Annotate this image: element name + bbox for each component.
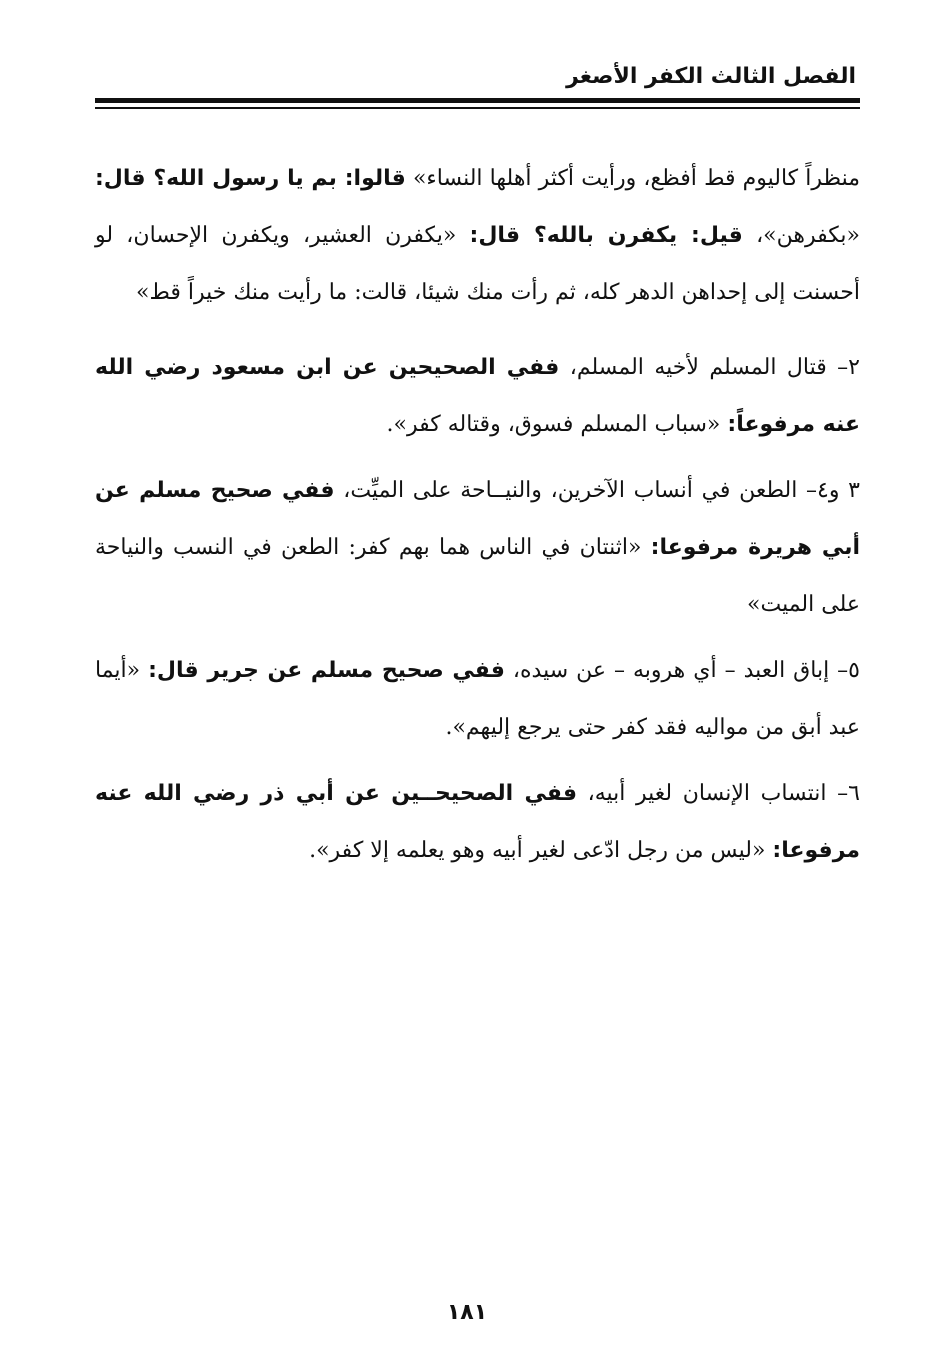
text-segment-bold: ففي صحيح مسلم عن أبي هريرة مرفوعا:	[95, 478, 860, 560]
text-segment: «يكفرن العشير، ويكفرن الإحسان، لو أحسنت إلى إحداهن الدهر كله، ثم رأت منك شيئا، قالت: ما رأيت منك خيراً قط»	[95, 223, 860, 305]
text-segment: «سباب المسلم فسوق، وقتاله كفر».	[386, 412, 728, 437]
header-rule-thin	[95, 107, 860, 109]
paragraph-item-6	[95, 765, 860, 879]
paragraph-item-2	[95, 339, 860, 453]
text-segment: منظراً كاليوم قط أفظع، ورأيت أكثر أهلها النساء»	[405, 166, 860, 191]
text-segment-bold: قيل: يكفرن بالله؟ قال:	[469, 223, 743, 248]
paragraph-hadith-continuation	[95, 150, 860, 321]
text-segment: ٢– قتال المسلم لأخيه المسلم،	[559, 355, 860, 380]
paragraph-item-5	[95, 642, 860, 756]
page-number: ١٨١	[446, 1300, 488, 1325]
text-segment: «بكفرهن»،	[742, 223, 860, 248]
text-segment-bold: ففي صحيح مسلم عن جرير قال:	[148, 658, 505, 683]
body-text	[95, 150, 860, 888]
text-segment-bold: ففي الصحيحــين عن أبي ذر رضي الله عنه مرفوعا:	[95, 781, 860, 863]
text-segment: «اثنتان في الناس هما بهم كفر: الطعن في النسب والنياحة على الميت»	[95, 535, 860, 617]
text-segment-bold: ففي الصحيحين عن ابن مسعود رضي الله عنه مرفوعاً:	[95, 355, 860, 437]
text-segment: ٦– انتساب الإنسان لغير أبيه،	[577, 781, 860, 806]
paragraph-item-3-4	[95, 462, 860, 633]
text-segment: ٣ و٤– الطعن في أنساب الآخرين، والنيــاحة على الميِّت،	[334, 478, 860, 503]
text-segment-bold: قالوا: بم يا رسول الله؟ قال:	[95, 166, 406, 191]
text-segment: ٥– إباق العبد – أي هروبه – عن سيده،	[504, 658, 860, 683]
chapter-title: الفصل الثالث الكفر الأصغر	[566, 64, 856, 89]
text-segment: «أيما عبد أبق من مواليه فقد كفر حتى يرجع إليهم».	[95, 658, 860, 740]
header-rule-thick	[95, 98, 860, 103]
text-segment: «ليس من رجل ادّعى لغير أبيه وهو يعلمه إلا كفر».	[309, 838, 773, 863]
